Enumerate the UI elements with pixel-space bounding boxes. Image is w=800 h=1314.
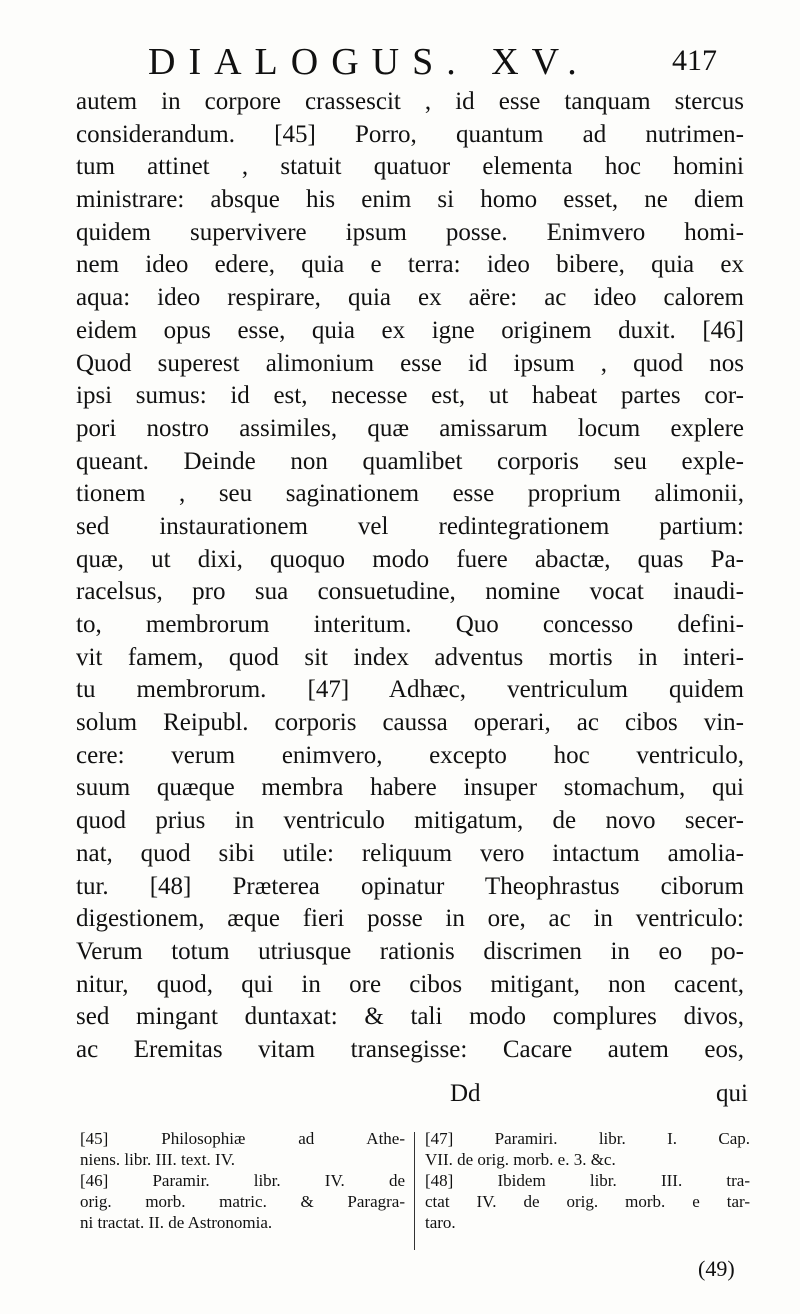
- text-line: digestionem, æque fieri posse in ore, ac in ventriculo:: [76, 905, 744, 933]
- text-line: considerandum. [45] Porro, quantum ad nutrimen-: [76, 120, 744, 148]
- page-number: 417: [672, 44, 717, 77]
- footnote-line: ni tractat. II. de Astronomia.: [80, 1213, 273, 1232]
- text-line: nitur, quod, qui in ore cibos mitigant, non cacent,: [76, 970, 744, 998]
- footnote-line: [45] Philosophiæ ad Athe-: [80, 1129, 405, 1148]
- text-line: tum attinet , statuit quatuor elementa hoc homini: [76, 153, 744, 181]
- text-line: tionem , seu saginationem esse proprium alimonii,: [76, 480, 744, 508]
- footnote-divider: [414, 1132, 415, 1250]
- text-line: ipsi sumus: id est, necesse est, ut habeat partes cor-: [76, 382, 744, 410]
- text-line: sed mingant duntaxat: & tali modo complures divos,: [76, 1003, 744, 1031]
- text-line: cere: verum enimvero, excepto hoc ventriculo,: [76, 741, 744, 769]
- text-line: queant. Deinde non quamlibet corporis seu exple-: [76, 447, 744, 475]
- footnotes-right-column: [425, 1128, 750, 1233]
- footnote-line: ctat IV. de orig. morb. e tar-: [425, 1192, 750, 1211]
- text-line: suum quæque membra habere insuper stomachum, qui: [76, 774, 744, 802]
- text-line: sed instaurationem vel redintegrationem partium:: [76, 512, 744, 540]
- text-line: vit famem, quod sit index adventus mortis in interi-: [76, 643, 744, 671]
- text-line: solum Reipubl. corporis caussa operari, ac cibos vin-: [76, 709, 744, 737]
- text-line: aqua: ideo respirare, quia ex aëre: ac ideo calorem: [76, 284, 744, 312]
- catchword: qui: [716, 1080, 748, 1107]
- text-line: ministrare: absque his enim si homo esset, ne diem: [76, 186, 744, 214]
- text-line: quod prius in ventriculo mitigatum, de novo secer-: [76, 807, 744, 835]
- text-line: nat, quod sibi utile: reliquum vero intactum amolia-: [76, 839, 744, 867]
- footnote-line: [46] Paramir. libr. IV. de: [80, 1171, 405, 1190]
- text-line: quæ, ut dixi, quoquo modo fuere abactæ, quas Pa-: [76, 545, 744, 573]
- text-line: autem in corpore crassescit , id esse tanquam stercus: [76, 88, 744, 115]
- text-line: eidem opus esse, quia ex igne originem duxit. [46]: [76, 316, 744, 344]
- footnote-line: VII. de orig. morb. e. 3. &c.: [425, 1150, 616, 1169]
- gathering-mark: (49): [698, 1256, 735, 1281]
- text-line: quidem supervivere ipsum posse. Enimvero homi-: [76, 218, 744, 246]
- text-line: to, membrorum interitum. Quo concesso defini-: [76, 611, 744, 638]
- footnote-line: taro.: [425, 1213, 456, 1232]
- text-line: racelsus, pro sua consuetudine, nomine vocat inaudi-: [76, 578, 744, 606]
- footnote-line: [48] Ibidem libr. III. tra-: [425, 1171, 750, 1190]
- body-text: [76, 86, 744, 1067]
- footnote-line: [47] Paramiri. libr. I. Cap.: [425, 1129, 750, 1148]
- signature-mark: Dd: [450, 1080, 481, 1107]
- footnote-line: niens. libr. III. text. IV.: [80, 1150, 236, 1169]
- text-line: ac Eremitas vitam transegisse: Cacare autem eos,: [76, 1035, 744, 1063]
- text-line: nem ideo edere, quia e terra: ideo bibere, quia ex: [76, 251, 744, 279]
- page-title: DIALOGUS. XV.: [148, 41, 590, 83]
- footnotes: [80, 1128, 752, 1253]
- footnotes-left-column: [80, 1128, 405, 1233]
- text-line: tu membrorum. [47] Adhæc, ventriculum quidem: [76, 676, 744, 704]
- text-line: Quod superest alimonium esse id ipsum , quod nos: [76, 349, 744, 377]
- footnote-line: orig. morb. matric. & Paragra-: [80, 1192, 405, 1211]
- text-line: tur. [48] Præterea opinatur Theophrastus ciborum: [76, 872, 744, 900]
- catch-row: [76, 1080, 748, 1114]
- text-line: pori nostro assimiles, quæ amissarum locum explere: [76, 414, 744, 442]
- text-line: Verum totum utriusque rationis discrimen in eo po-: [76, 937, 744, 965]
